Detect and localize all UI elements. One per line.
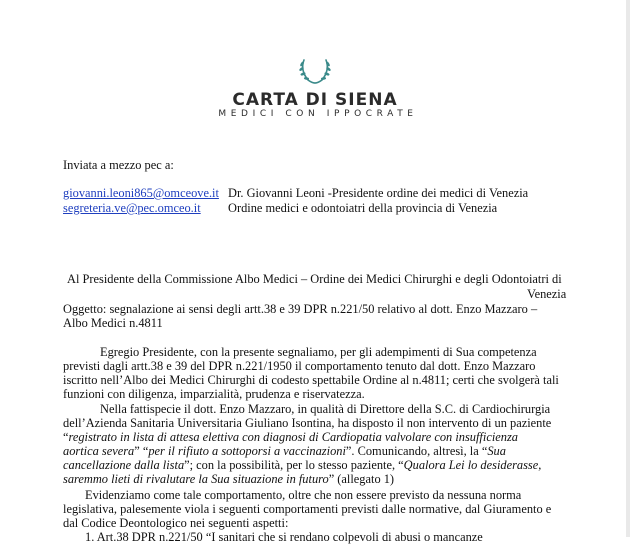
- text-run: ” (allegato 1): [328, 472, 395, 486]
- intro-text: Inviata a mezzo pec a:: [63, 158, 174, 172]
- quote-italic: per il rifiuto a sottoporsi a vaccinazioni: [148, 444, 346, 458]
- quote-italic: Qualora Lei lo desiderasse,: [403, 458, 542, 472]
- body-line: [63, 458, 563, 472]
- body-line: Nella fattispecie il dott. Enzo Mazzaro, in qualità di Direttore della S.C. di Cardiochirurgia: [100, 402, 551, 416]
- recipient-email-1[interactable]: giovanni.leoni865@omceove.it: [63, 186, 219, 200]
- body-line: [63, 444, 563, 458]
- quote-italic: registrato in lista di attesa elettiva con diagnosi di Cardiopatia valvolare con insufficienza: [68, 430, 518, 444]
- quote-italic: cancellazione dalla lista: [63, 458, 185, 472]
- laurel-wreath-icon: [296, 56, 334, 86]
- body-line: Evidenziamo come tale comportamento, oltre che non essere previsto da nessuna norma: [85, 488, 522, 502]
- text-run: “: [63, 430, 69, 444]
- text-run: ”; con la possibilità, per lo stesso paziente, “: [184, 458, 404, 472]
- body-line: dal Codice Deontologico nei seguenti aspetti:: [63, 516, 289, 530]
- body-paragraph-3: [63, 488, 563, 544]
- brand-name: CARTA DI SIENA: [232, 90, 398, 110]
- body-line: legislativa, palesemente viola i seguenti comportamenti previsti dalle normative, dal Giuramento e: [63, 502, 552, 516]
- recipient-name-2: Ordine medici e odontoiatri della provincia di Venezia: [228, 201, 498, 215]
- brand-tagline: MEDICI CON IPPOCRATE: [218, 109, 418, 119]
- body-line: [63, 430, 563, 444]
- page-edge: [626, 0, 630, 537]
- body-line: dell’Azienda Sanitaria Universitaria Giuliano Isontina, ha disposto il non intervento di un paziente: [63, 416, 552, 430]
- subject-line-1: Oggetto: segnalazione ai sensi degli artt.38 e 39 DPR n.221/50 relativo al dott. Enzo Mazzaro –: [63, 302, 538, 316]
- body-line: [63, 472, 563, 486]
- body-paragraph-2: [63, 402, 563, 486]
- body-line: previsti dagli artt.38 e 39 del DPR n.221/1950 il comportamento tenuto dal dott. Enzo Mazzaro: [63, 359, 536, 373]
- body-line: iscritto nell’Albo dei Medici Chirurghi di codesto spettabile Ordine al n.4811; certi che svolgerà tali: [63, 373, 559, 387]
- body-line: funzioni con diligenza, imparzialità, prudenza e riservatezza.: [63, 387, 365, 401]
- recipient-name-1: Dr. Giovanni Leoni -Presidente ordine dei medici di Venezia: [228, 186, 529, 200]
- quote-italic: Sua: [487, 444, 506, 458]
- quote-italic: aortica severa: [63, 444, 135, 458]
- quote-italic: saremmo lieti di rivalutare la Sua situazione in futuro: [63, 472, 329, 486]
- address-line-1: Al Presidente della Commissione Albo Medici – Ordine dei Medici Chirurghi e degli Odontoiatri di: [67, 272, 562, 286]
- address-line-2: Venezia: [527, 287, 567, 301]
- list-item: 1. Art.38 DPR n.221/50 “I sanitari che si rendano colpevoli di abusi o mancanze: [85, 530, 483, 544]
- body-line: Egregio Presidente, con la presente segnaliamo, per gli adempimenti di Sua competenza: [100, 345, 537, 359]
- recipient-email-2[interactable]: segreteria.ve@pec.omceo.it: [63, 201, 201, 215]
- body-paragraph-1: [63, 345, 563, 401]
- text-run: ” “: [134, 444, 149, 458]
- subject-line-2: Albo Medici n.4811: [63, 316, 163, 330]
- text-run: ”. Comunicando, altresì, la “: [345, 444, 488, 458]
